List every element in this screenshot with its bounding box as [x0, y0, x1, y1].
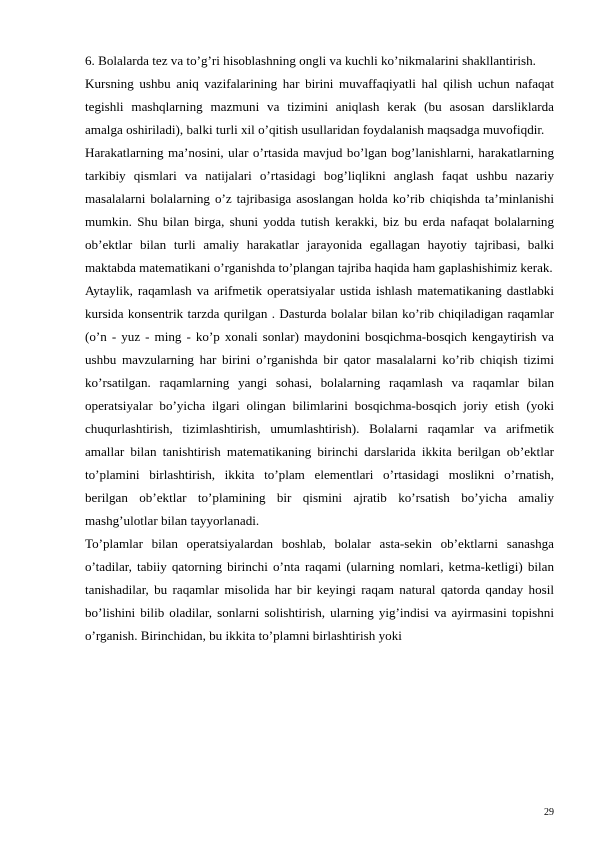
paragraph-4: Aytaylik, raqamlash va arifmetik operatsiyalar ustida ishlash matematikaning dastlabki kursida konsentrik tarzda qurilgan . Dasturda bolalar bilan ko’rib chiqiladigan raqamlar (o’n - yuz - ming - ko’p xonali sonlar) maydonini bosqichma-bosqich kengaytirish va ushbu mavzularning har birini o’rganishda bir qator masalalarni ko’rib chiqish tizimi ko’rsatilgan. raqamlarning yangi sohasi, bolalarning raqamlash va raqamlar bilan operatsiyalar bo’yicha ilgari olingan bilimlarini bosqichma-bosqich joriy etish (yoki chuqurlashtirish, tizimlashtirish, umumlashtirish). Bolalarni raqamlar va arifmetik amallar bilan tanishtirish matematikaning birinchi darslarida ikkita berilgan ob’ektlar to’plamini birlashtirish, ikkita to’plam elementlari o’rtasidagi moslikni o’rnatish, berilgan ob’ektlar to’plamining bir qismini ajratib ko’rsatish bo’yicha amaliy mashg’ulotlar bilan tayyorlanadi.	[85, 283, 554, 528]
paragraph-1: 6. Bolalarda tez va to’g’ri hisoblashning ongli va kuchli ko’nikmalarini shakllantirish.	[85, 53, 536, 68]
body-text	[85, 49, 554, 647]
paragraph-2: Kursning ushbu aniq vazifalarining har birini muvaffaqiyatli hal qilish uchun nafaqat tegishli mashqlarning mazmuni va tizimini aniqlash kerak (bu asosan darsliklarda amalga oshiriladi), balki turli xil o’qitish usullaridan foydalanish maqsadga muvofiqdir.	[85, 76, 554, 137]
paragraph-3: Harakatlarning ma’nosini, ular o’rtasida mavjud bo’lgan bog’lanishlarni, harakatlarning tarkibiy qismlari va natijalari o’rtasidagi bog’liqlikni anglash faqat ushbu nazariy masalalarni bolalarning o’z tajribasiga asoslangan holda ko’rib chiqishda ta’minlanishi mumkin. Shu bilan birga, shuni yodda tutish kerakki, biz bu erda nafaqat bolalarning ob’ektlar bilan turli amaliy harakatlar jarayonida egallagan hayotiy tajribasi, balki maktabda matematikani o’rganishda to’plangan tajriba haqida ham gaplashishimiz kerak.	[85, 145, 554, 275]
page-number: 29	[544, 807, 554, 818]
paragraph-5: To’plamlar bilan operatsiyalardan boshlab, bolalar asta-sekin ob’ektlarni sanashga o’tadilar, tabiiy qatorning birinchi o’nta raqami (ularning nomlari, ketma-ketligi) bilan tanishadilar, bu raqamlar misolida har bir keyingi raqam natural qatorda qanday hosil bo’lishini bilib oladilar, sonlarni solishtirish, ularning yig’indisi va ayirmasini topishni o’rganish. Birinchidan, bu ikkita to’plamni birlashtirish yoki	[85, 536, 554, 643]
